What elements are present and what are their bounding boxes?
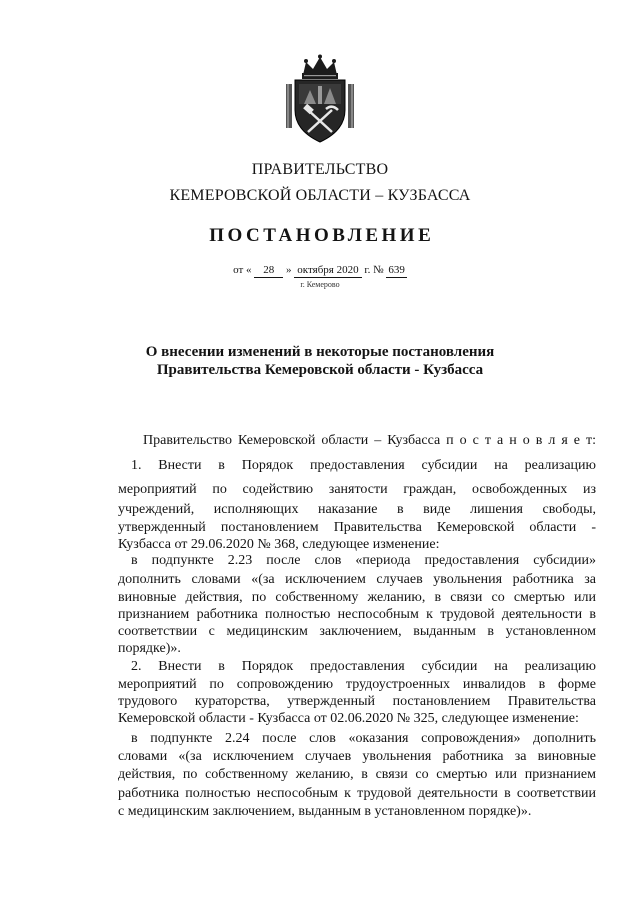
document-type-heading: ПОСТАНОВЛЕНИЕ [209,225,435,246]
date-number-line [0,262,640,278]
body-line: словами «(за исключением случаев увольнения работника за виновные [118,749,596,764]
date-day-close: » [286,264,292,276]
body-line: утвержденный постановлением Правительства Кемеровской области - [118,520,596,535]
number-sign: № [373,264,384,276]
document-title-line2: Правительства Кемеровской области - Кузбасса [156,362,484,378]
body-line: в подпункте 2.24 после слов «оказания сопровождения» дополнить [131,731,596,746]
body-line: работника полностью неспособным к трудовой деятельности в соответствии [118,786,596,801]
body-line: дополнить словами «(за исключением случаев увольнения работника за [118,572,596,587]
body-line: Кемеровской области - Кузбасса от 02.06.2020 № 325, следующее изменение: [118,711,579,726]
body-line: Правительство Кемеровской области – Кузбасса п о с т а н о в л я е т: [143,433,596,448]
body-line: действия, по собственному желанию, в связи со смертью или признанием [118,767,596,782]
body-line: с медицинским заключением, выданным в установленном порядке)». [118,804,532,819]
body-line: соответствии с медицинским заключением, выданным в установленном [118,624,596,639]
document-title-line1: О внесении изменений в некоторые постановления [145,344,495,360]
body-line: учреждений, исполняющих наказание в виде лишения свободы, [118,502,596,517]
body-line: порядке)». [118,641,181,656]
body-line: 2. Внести в Порядок предоставления субсидии на реализацию [131,659,596,674]
government-title-line2: КЕМЕРОВСКОЙ ОБЛАСТИ – КУЗБАССА [169,187,471,204]
decree-number: 639 [388,264,405,276]
emblem-crown [302,55,338,80]
body-line: трудового кураторства, утвержденный постановлением Правительства [118,694,596,709]
body-line: Кузбасса от 29.06.2020 № 368, следующее изменение: [118,537,440,552]
coat-of-arms-icon [280,54,360,144]
body-line: признанием работника полностью неспособным к трудовой деятельности в [118,607,596,622]
date-prefix: от « [233,264,252,276]
emblem-upper-field [299,84,341,104]
body-line: виновные действия, по собственному желанию, в связи со смертью или [118,590,596,605]
government-title-line1: ПРАВИТЕЛЬСТВО [251,161,389,178]
body-line: в подпункте 2.23 после слов «периода предоставления субсидии» [131,553,596,568]
date-month-year: октября 2020 [294,264,361,278]
body-line: 1. Внести в Порядок предоставления субсидии на реализацию [131,458,596,473]
date-year-suffix: г. [364,264,371,276]
body-line: мероприятий по содействию занятости граждан, освобожденных из [118,482,596,497]
body-line: мероприятий по сопровождению трудоустроенных инвалидов в форме [118,677,596,692]
city-name: г. Кемерово [300,280,340,289]
date-day: 28 [254,264,283,278]
